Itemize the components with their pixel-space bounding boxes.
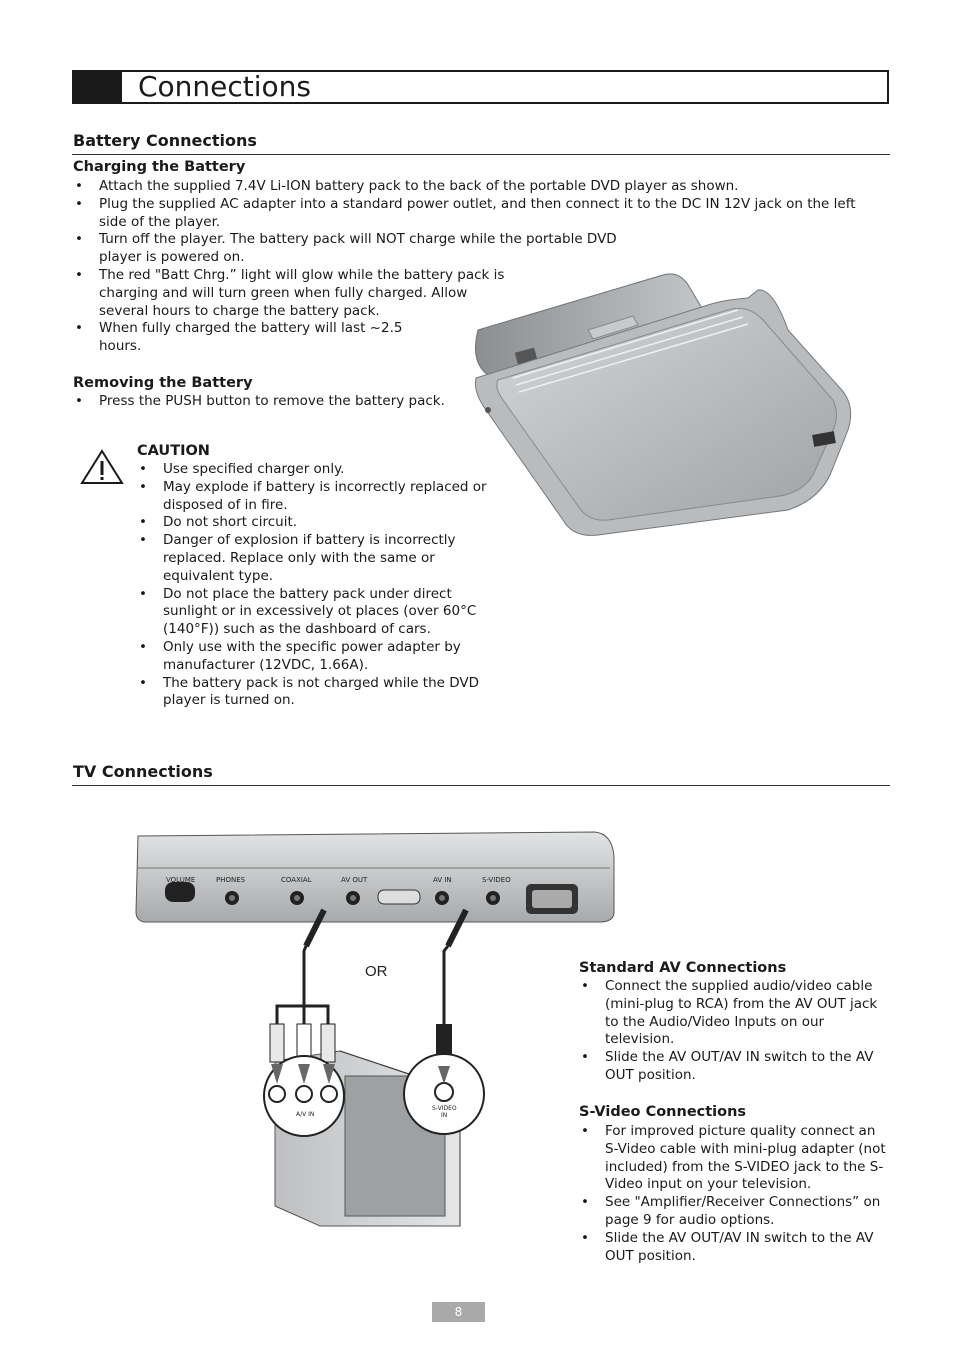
- caution-list: [137, 461, 497, 710]
- list-item: • See "Amplifier/Receiver Connections” on page 9 for audio options.: [579, 1194, 889, 1230]
- list-item: • When fully charged the battery will last ~2.5 hours.: [73, 320, 409, 356]
- tv-heading: TV Connections: [73, 762, 213, 781]
- list-item: • Press the PUSH button to remove the battery pack.: [73, 393, 473, 411]
- list-item: • The red "Batt Chrg.” light will glow while the battery pack is charging and will turn green when fully charged. Allow several hours to charge the battery pack.: [73, 267, 519, 320]
- charging-heading: Charging the Battery: [73, 159, 246, 175]
- panel-label: AV OUT: [341, 876, 368, 884]
- battery-rule: [72, 154, 890, 155]
- removing-list: [73, 393, 473, 411]
- panel-label: S-VIDEO: [482, 876, 511, 884]
- list-item: • May explode if battery is incorrectly replaced or disposed of in fire.: [137, 479, 497, 515]
- tv-connection-diagram: [130, 826, 622, 1236]
- panel-label: PHONES: [216, 876, 246, 884]
- removing-heading: Removing the Battery: [73, 375, 253, 391]
- list-item: • Do not place the battery pack under direct sunlight or in excessively ot places (over 60°C (140°F)) such as the dashboard of cars.: [137, 586, 497, 639]
- list-item: • Slide the AV OUT/AV IN switch to the AV OUT position.: [579, 1230, 889, 1266]
- list-item: • Use specified charger only.: [137, 461, 497, 479]
- panel-label: VOLUME: [166, 876, 196, 884]
- list-item: • The battery pack is not charged while the DVD player is turned on.: [137, 675, 497, 711]
- svideo-label: S-VIDEO: [432, 1105, 457, 1112]
- list-item: • Only use with the specific power adapter by manufacturer (12VDC, 1.66A).: [137, 639, 497, 675]
- list-item: • Danger of explosion if battery is incorrectly replaced. Replace only with the same or equivalent type.: [137, 532, 497, 585]
- standard-av-heading: Standard AV Connections: [579, 960, 787, 976]
- svideo-list: [579, 1123, 889, 1265]
- standard-av-list: [579, 978, 889, 1085]
- list-item: • Connect the supplied audio/video cable (mini-plug to RCA) from the AV OUT jack to the Audio/Video Inputs on our television.: [579, 978, 889, 1049]
- or-label: OR: [365, 963, 388, 980]
- dvd-player-image: [458, 270, 860, 542]
- svideo-heading: S-Video Connections: [579, 1104, 747, 1120]
- tv-rule: [72, 785, 890, 786]
- avin-label: A/V IN: [296, 1111, 315, 1118]
- svideo-label: IN: [441, 1112, 448, 1119]
- page-number: 8: [432, 1302, 485, 1322]
- battery-heading: Battery Connections: [73, 131, 257, 150]
- caution-heading: CAUTION: [137, 443, 210, 459]
- list-item: • Do not short circuit.: [137, 514, 497, 532]
- list-item: • Turn off the player. The battery pack will NOT charge while the portable DVD player is powered on.: [73, 231, 629, 267]
- warning-icon: [80, 449, 124, 485]
- panel-label: COAXIAL: [281, 876, 312, 884]
- panel-label: AV IN: [433, 876, 452, 884]
- list-item: • Attach the supplied 7.4V Li-ION battery pack to the back of the portable DVD player as shown.: [73, 178, 873, 196]
- list-item: • Slide the AV OUT/AV IN switch to the AV OUT position.: [579, 1049, 889, 1085]
- list-item: • Plug the supplied AC adapter into a standard power outlet, and then connect it to the DC IN 12V jack on the left side of the player.: [73, 196, 873, 232]
- page-title: Connections: [138, 70, 312, 103]
- list-item: • For improved picture quality connect an S-Video cable with mini-plug adapter (not included) from the S-VIDEO jack to the S-Video input on your television.: [579, 1123, 889, 1194]
- title-block: [72, 70, 122, 104]
